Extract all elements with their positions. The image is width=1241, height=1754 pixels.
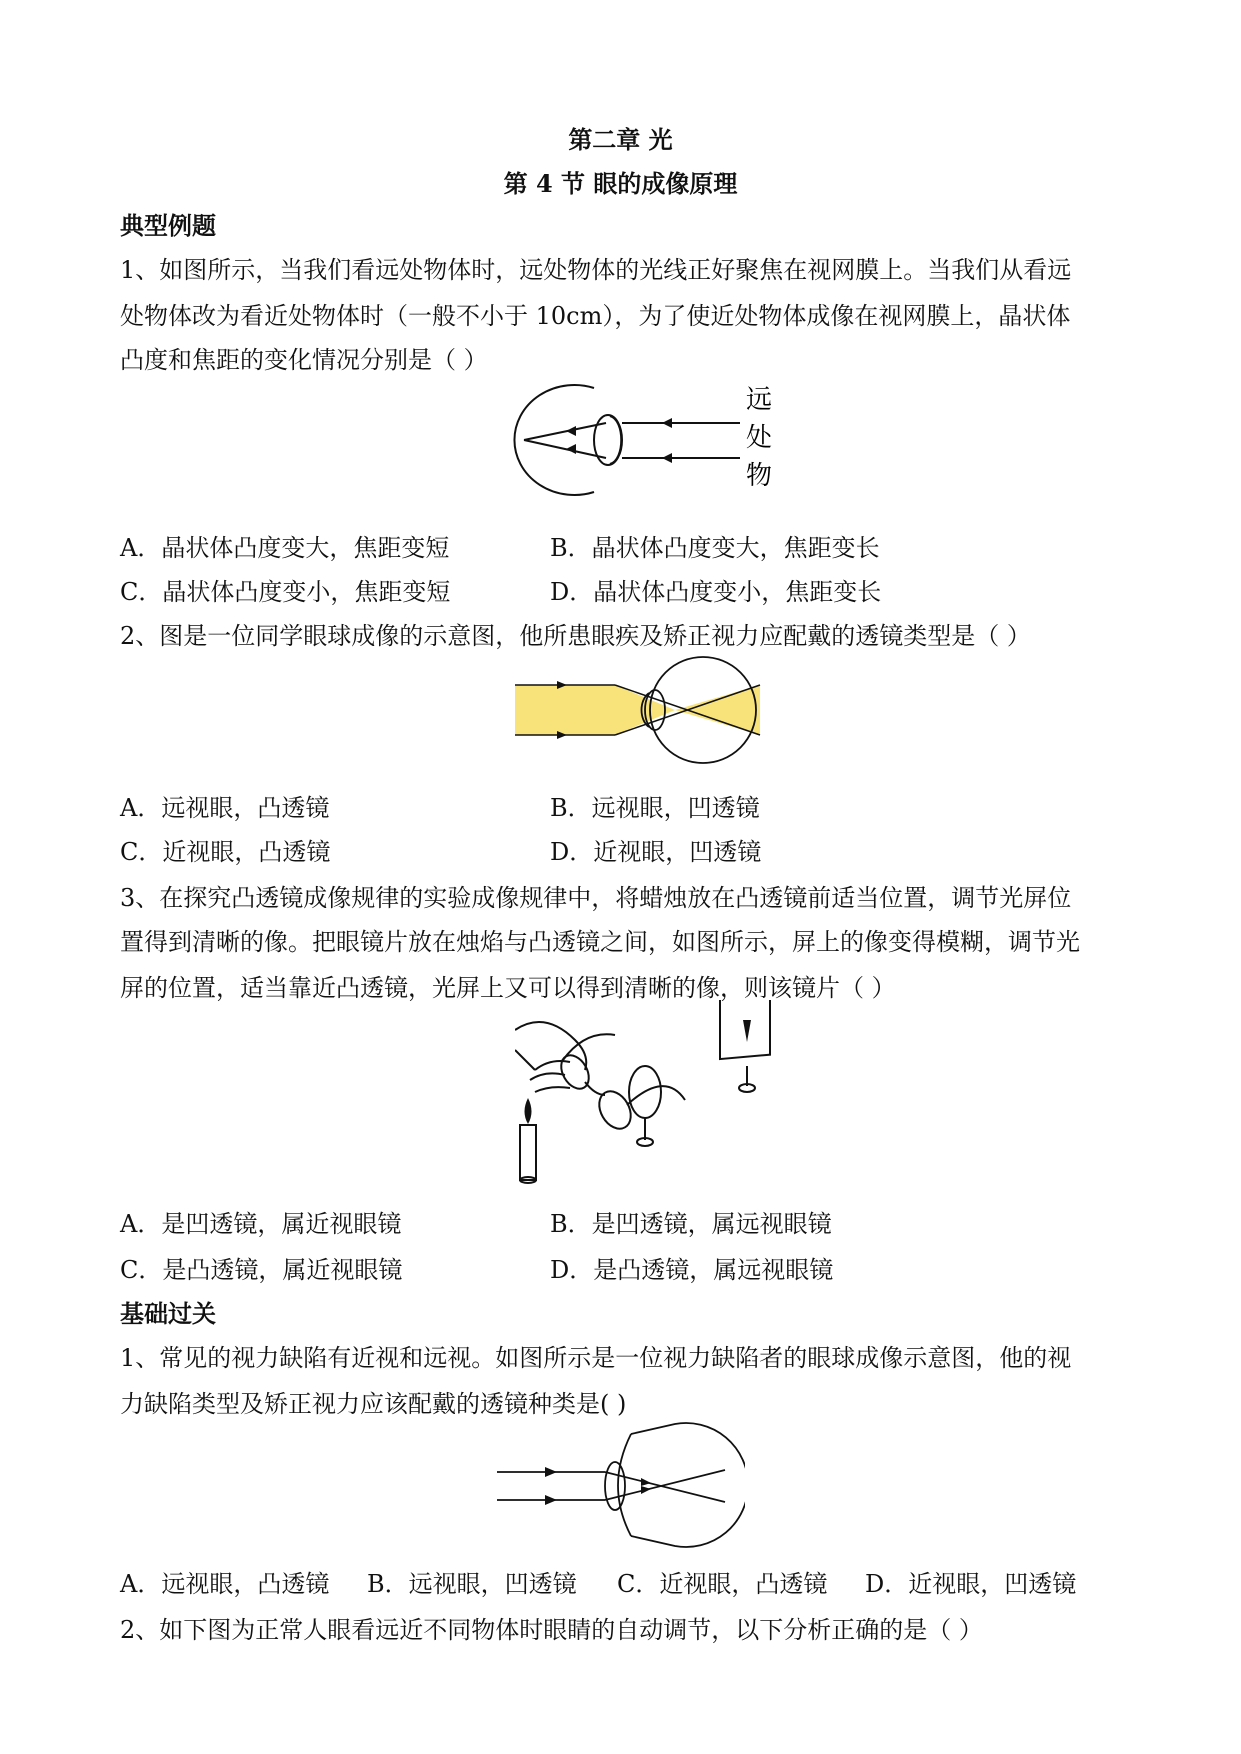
basic-heading: 基础过关	[120, 1299, 216, 1328]
q2-option-c[interactable]: C．近视眼，凸透镜	[120, 838, 331, 866]
b2-line-1: 2、如下图为正常人眼看远近不同物体时眼睛的自动调节，以下分析正确的是（ ）	[120, 1616, 983, 1644]
b1-line-1: 1、常见的视力缺陷有近视和远视。如图所示是一位视力缺陷者的眼球成像示意图，他的视	[120, 1344, 1072, 1372]
q2-option-b[interactable]: B．远视眼，凹透镜	[550, 794, 760, 822]
q1-eye-diagram	[510, 380, 780, 500]
q1-label-object: 物	[746, 461, 773, 491]
q1-option-a[interactable]: A．晶状体凸度变大，焦距变短	[120, 534, 450, 562]
q2-option-a[interactable]: A．远视眼，凸透镜	[120, 794, 330, 822]
section-title: 第 4 节 眼的成像原理	[503, 169, 738, 198]
q3-line-1: 3、在探究凸透镜成像规律的实验成像规律中，将蜡烛放在凸透镜前适当位置，调节光屏位	[120, 884, 1072, 912]
q3-option-a[interactable]: A．是凹透镜，属近视眼镜	[120, 1210, 402, 1238]
q1-option-c[interactable]: C．晶状体凸度变小，焦距变短	[120, 578, 451, 606]
q1-option-b[interactable]: B．晶状体凸度变大，焦距变长	[550, 534, 880, 562]
q2-eye-diagram	[515, 655, 775, 765]
q1-label-far: 远	[746, 385, 773, 415]
q1-line-2: 处物体改为看近处物体时（一般不小于 10cm），为了使近处物体成像在视网膜上，晶状体	[120, 302, 1071, 330]
b1-option-d[interactable]: D．近视眼，凹透镜	[865, 1570, 1077, 1598]
b1-option-a[interactable]: A．远视眼，凸透镜	[120, 1570, 330, 1598]
q3-experiment-diagram	[515, 1000, 775, 1190]
q3-line-3: 屏的位置，适当靠近凸透镜，光屏上又可以得到清晰的像，则该镜片（ ）	[120, 974, 896, 1002]
q1-line-3: 凸度和焦距的变化情况分别是（ ）	[120, 346, 488, 374]
b1-option-b[interactable]: B．远视眼，凹透镜	[367, 1570, 577, 1598]
q1-label-place: 处	[746, 423, 773, 453]
q3-option-d[interactable]: D．是凸透镜，属远视眼镜	[550, 1256, 834, 1284]
b1-line-2: 力缺陷类型及矫正视力应该配戴的透镜种类是( )	[120, 1390, 627, 1418]
q2-option-d[interactable]: D．近视眼，凹透镜	[550, 838, 762, 866]
chapter-title: 第二章 光	[568, 125, 673, 154]
q1-option-d[interactable]: D．晶状体凸度变小，焦距变长	[550, 578, 882, 606]
q3-option-c[interactable]: C．是凸透镜，属近视眼镜	[120, 1256, 403, 1284]
b1-option-c[interactable]: C．近视眼，凸透镜	[617, 1570, 828, 1598]
q2-line-1: 2、图是一位同学眼球成像的示意图，他所患眼疾及矫正视力应配戴的透镜类型是（ ）	[120, 622, 1031, 650]
q1-line-1: 1、如图所示，当我们看远处物体时，远处物体的光线正好聚焦在视网膜上。当我们从看远	[120, 256, 1072, 284]
b1-eye-diagram	[495, 1420, 745, 1550]
q3-line-2: 置得到清晰的像。把眼镜片放在烛焰与凸透镜之间，如图所示，屏上的像变得模糊，调节光	[120, 928, 1080, 956]
q3-option-b[interactable]: B．是凹透镜，属远视眼镜	[550, 1210, 832, 1238]
example-heading: 典型例题	[120, 211, 216, 240]
